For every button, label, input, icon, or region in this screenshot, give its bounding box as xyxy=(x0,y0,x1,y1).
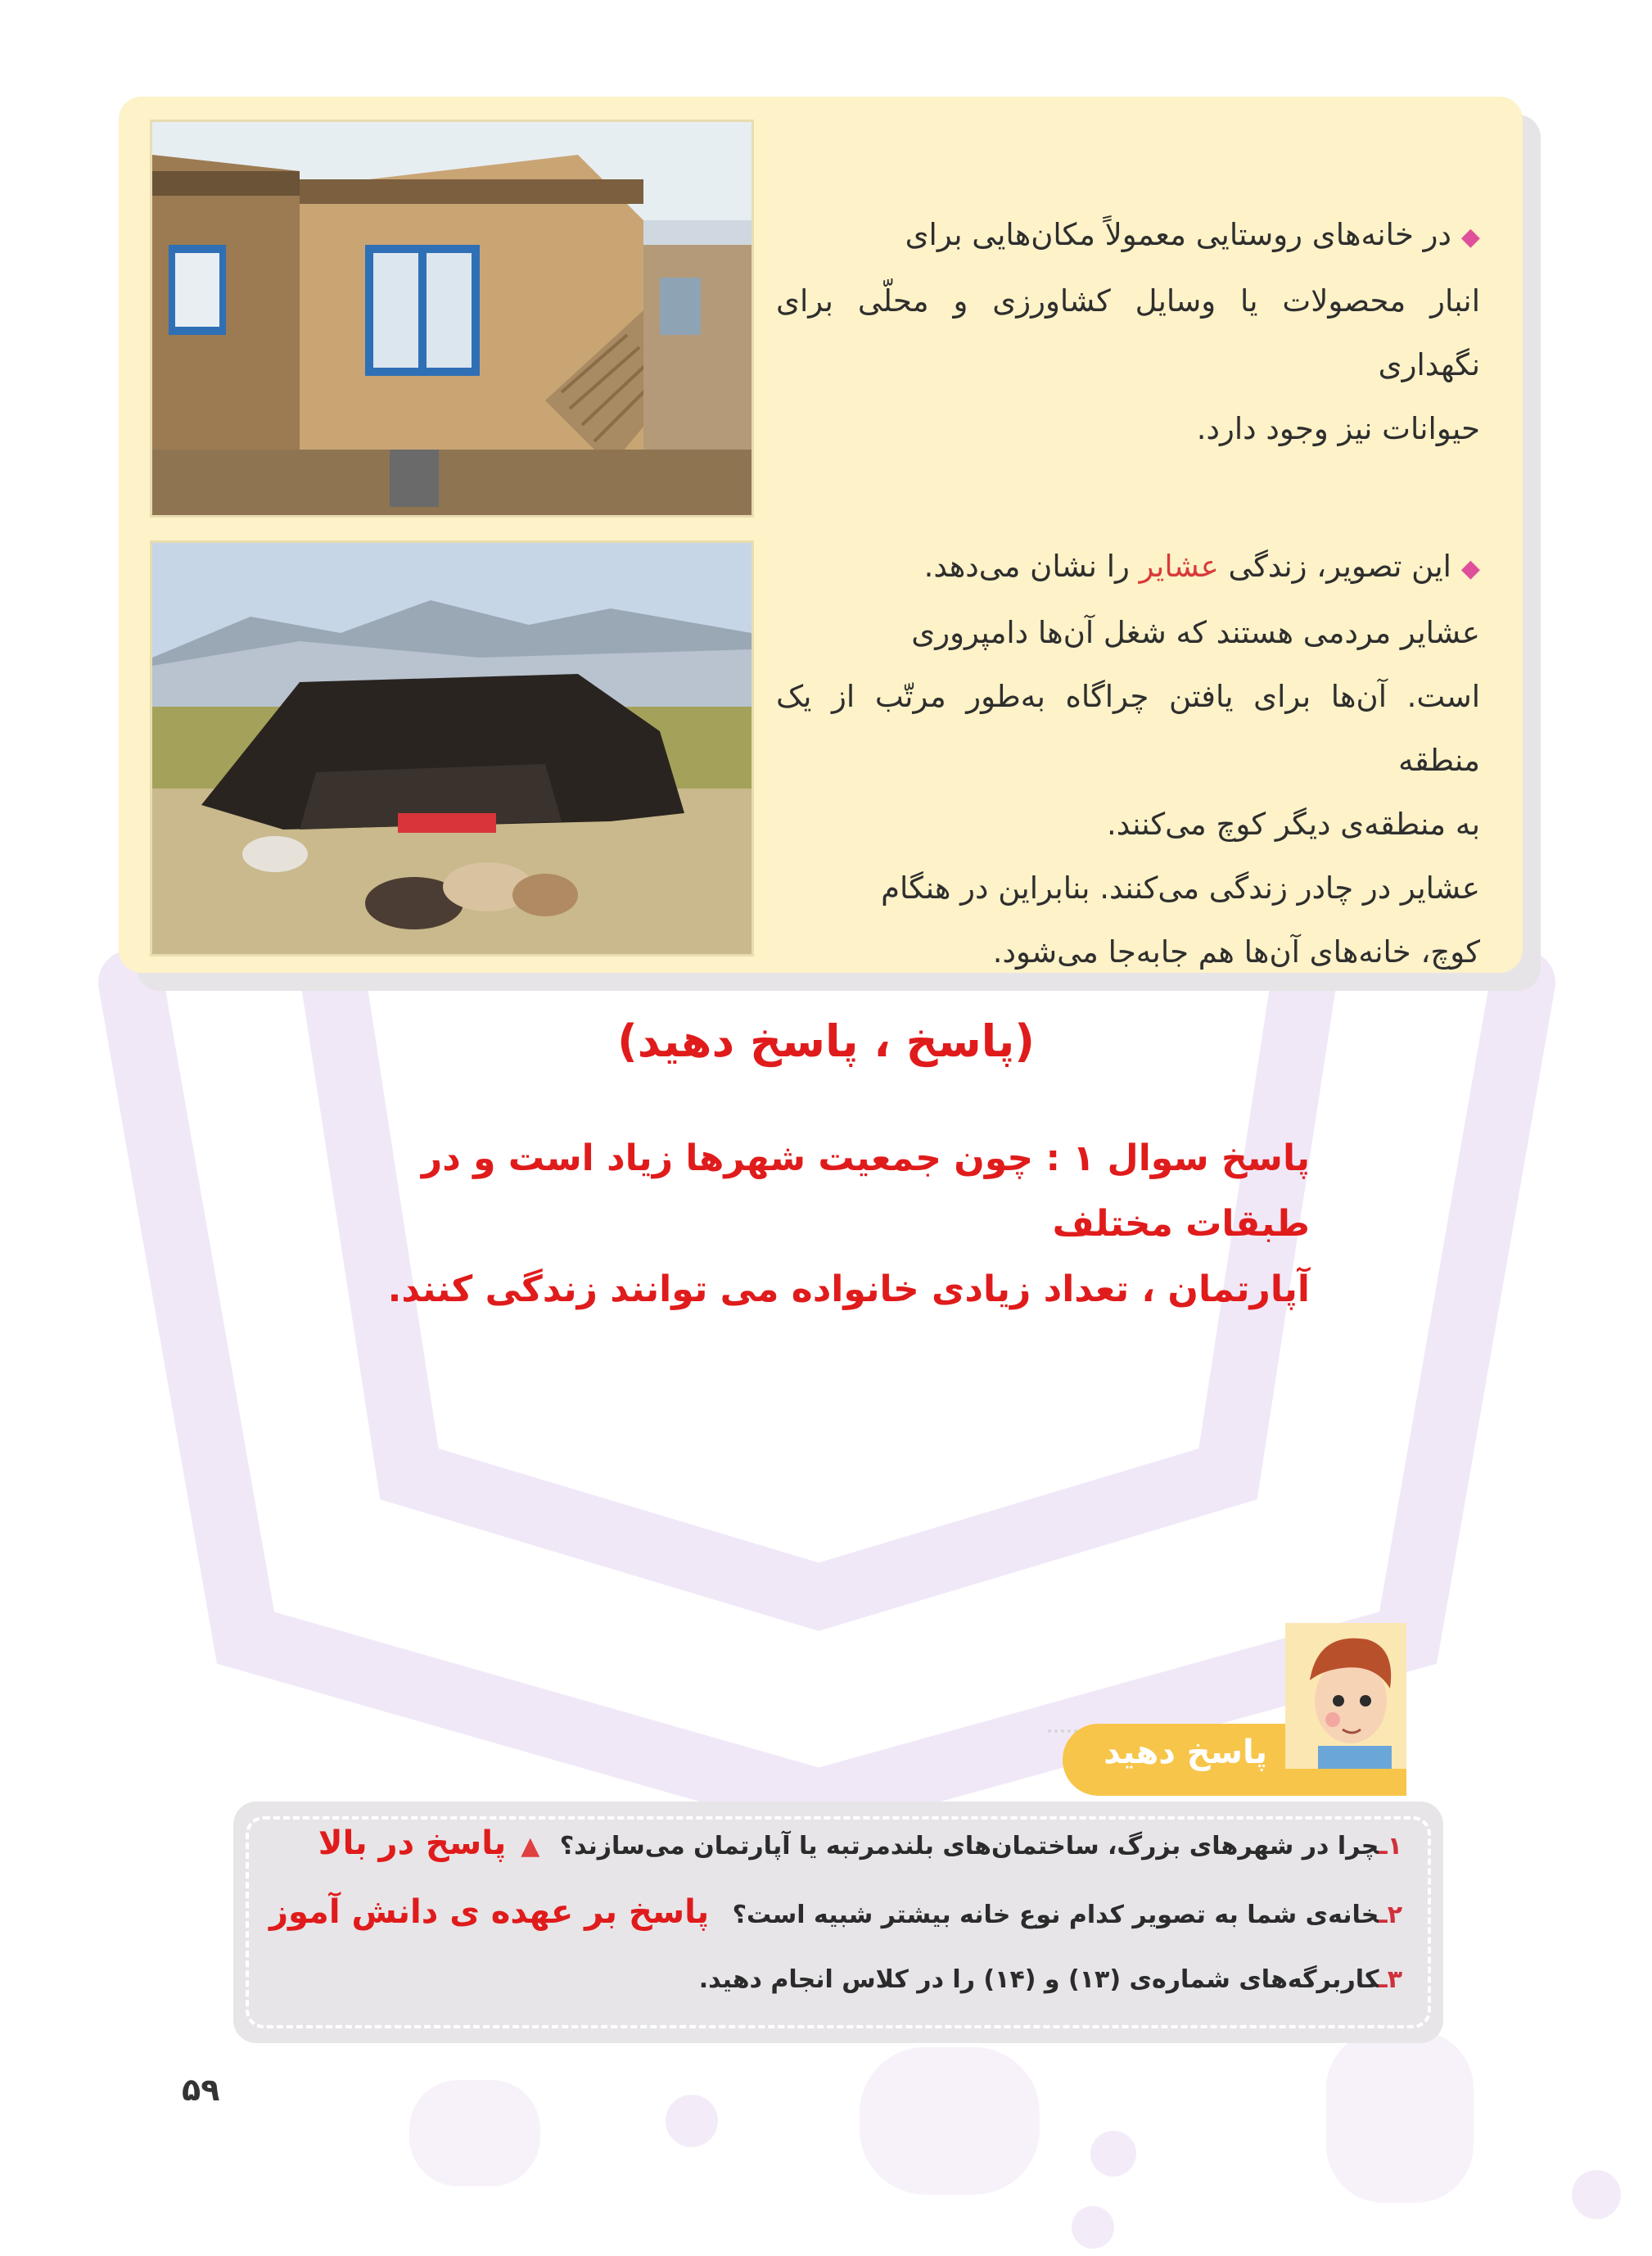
answer-text xyxy=(327,1126,1310,1322)
answer-line1: پاسخ سوال ۱ : چون جمعیت شهرها زیاد است و در طبقات مختلف xyxy=(421,1137,1310,1245)
para2-line2: عشایر مردمی هستند که شغل آن‌ها دامپروری xyxy=(911,615,1480,650)
para2-line5: عشایر در چادر زندگی می‌کنند. بنابراین در هنگام xyxy=(881,870,1480,906)
question-2-text: خانه‌ی شما به تصویر کدام نوع خانه بیشتر شبیه است؟ xyxy=(732,1901,1379,1929)
question-3-number: ۳ـ xyxy=(1379,1965,1402,1994)
nomad-highlight: عشایر xyxy=(1139,549,1219,584)
para1-line1: در خانه‌های روستایی معمولاً مکان‌هایی برای xyxy=(905,217,1451,252)
para2-line1-after: را نشان می‌دهد. xyxy=(923,549,1130,584)
boy-illustration xyxy=(1285,1623,1406,1769)
para2-line6: کوچ، خانه‌های آن‌ها هم جابه‌جا می‌شود. xyxy=(992,934,1480,970)
question-1 xyxy=(318,1824,1402,1862)
question-1-text: چرا در شهرهای بزرگ، ساختمان‌های بلندمرتبه یا آپارتمان می‌سازند؟ xyxy=(559,1832,1379,1860)
para2-line3: است. آن‌ها برای یافتن چراگاه به‌طور مرتّب از یک منطقه xyxy=(776,679,1480,778)
diamond-bullet-icon: ◆ xyxy=(1460,223,1480,251)
question-3-text: کاربرگه‌های شماره‌ی (۱۳) و (۱۴) را در کلاس انجام دهید. xyxy=(698,1965,1379,1994)
question-2-answer: پاسخ بر عهده ی دانش آموز xyxy=(269,1893,710,1931)
info-panel xyxy=(119,97,1523,973)
warning-triangle-icon: ▲ xyxy=(521,1832,540,1860)
question-2-number: ۲ـ xyxy=(1379,1901,1402,1929)
para1-line2: انبار محصولات یا وسایل کشاورزی و محلّی برای نگهداری xyxy=(776,283,1480,382)
question-1-number: ۱ـ xyxy=(1379,1832,1402,1860)
village-house-paragraph xyxy=(776,203,1480,461)
question-3 xyxy=(699,1965,1402,1994)
village-house-photo xyxy=(150,120,754,518)
nomad-tent-photo xyxy=(150,540,754,956)
diamond-bullet-icon: ◆ xyxy=(1460,554,1480,583)
para2-line4: به منطقه‌ی دیگر کوچ می‌کنند. xyxy=(1106,807,1480,842)
nomad-paragraph xyxy=(776,535,1480,984)
question-1-answer: پاسخ در بالا xyxy=(318,1824,507,1862)
tab-label: پاسخ دهید xyxy=(1104,1734,1267,1771)
questions-box xyxy=(233,1802,1443,2043)
page-number: ۵۹ xyxy=(182,2072,220,2108)
para1-line3: حیوانات نیز وجود دارد. xyxy=(1196,411,1480,446)
question-2 xyxy=(269,1893,1402,1931)
para2-line1-before: این تصویر، زندگی xyxy=(1228,549,1451,584)
answer-line2: آپارتمان ، تعداد زیادی خانواده می توانند زندگی کنند. xyxy=(387,1268,1310,1310)
answer-heading: (پاسخ ، پاسخ دهید) xyxy=(617,1015,1035,1067)
